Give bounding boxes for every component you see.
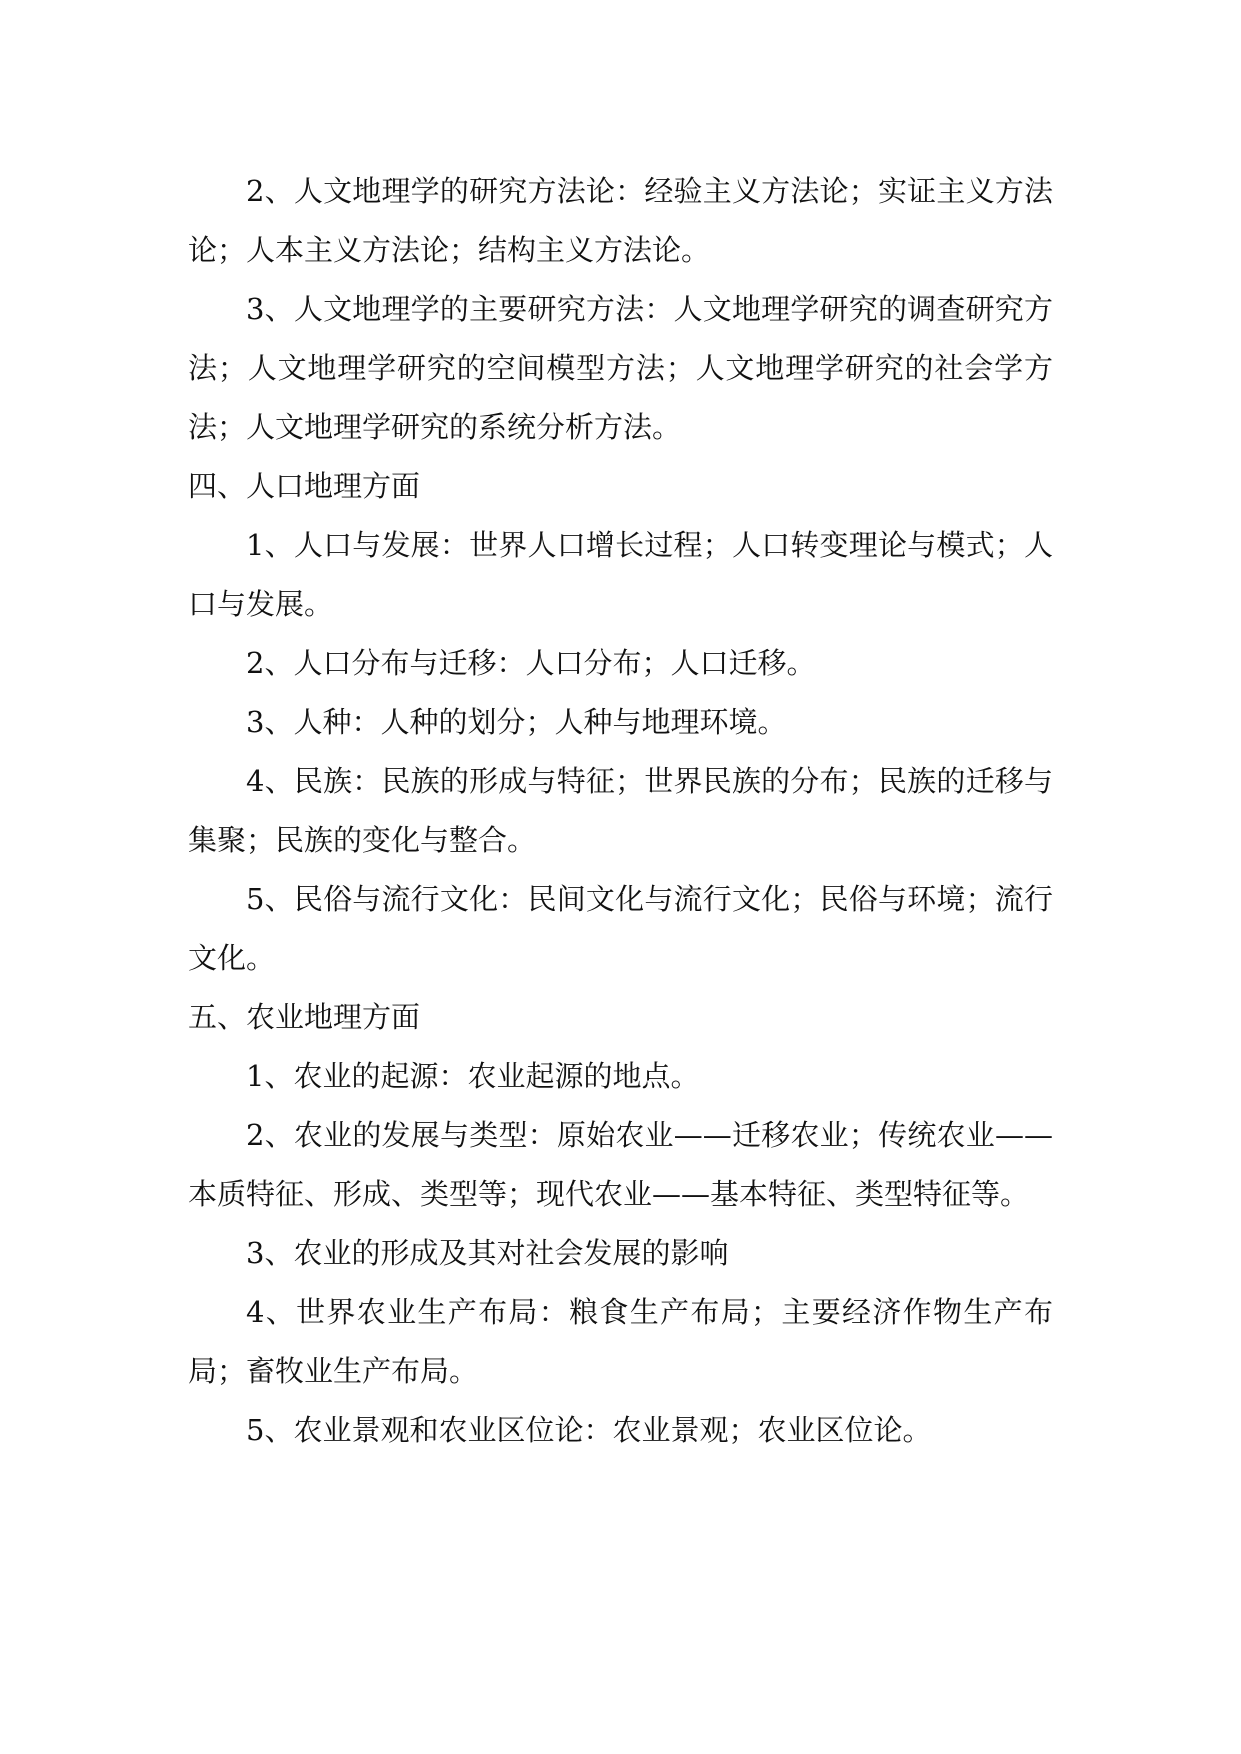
population-item-4: 4、民族：民族的形成与特征；世界民族的分布；民族的迁移与集聚；民族的变化与整合。 — [188, 764, 1053, 857]
population-item-2: 2、人口分布与迁移：人口分布；人口迁移。 — [246, 646, 816, 680]
agriculture-item-2: 2、农业的发展与类型：原始农业——迁移农业；传统农业——本质特征、形成、类型等；现代农业——基本特征、类型特征等。 — [188, 1118, 1053, 1211]
agriculture-item-1: 1、农业的起源：农业起源的地点。 — [246, 1059, 700, 1093]
research-methods-item: 3、人文地理学的主要研究方法：人文地理学研究的调查研究方法；人文地理学研究的空间模型方法；人文地理学研究的社会学方法；人文地理学研究的系统分析方法。 — [188, 292, 1053, 444]
section-heading-agriculture: 五、农业地理方面 — [188, 1000, 421, 1034]
population-item-1: 1、人口与发展：世界人口增长过程；人口转变理论与模式；人口与发展。 — [188, 528, 1053, 621]
population-item-3: 3、人种：人种的划分；人种与地理环境。 — [246, 705, 787, 739]
document-body — [188, 162, 1053, 1460]
agriculture-item-5: 5、农业景观和农业区位论：农业景观；农业区位论。 — [246, 1413, 932, 1447]
section-heading-population: 四、人口地理方面 — [188, 469, 421, 503]
agriculture-item-3: 3、农业的形成及其对社会发展的影响 — [246, 1236, 729, 1270]
population-item-5: 5、民俗与流行文化：民间文化与流行文化；民俗与环境；流行文化。 — [188, 882, 1053, 975]
agriculture-item-4: 4、世界农业生产布局：粮食生产布局；主要经济作物生产布局；畜牧业生产布局。 — [188, 1295, 1053, 1388]
methodology-item: 2、人文地理学的研究方法论：经验主义方法论；实证主义方法论；人本主义方法论；结构主义方法论。 — [188, 174, 1053, 267]
